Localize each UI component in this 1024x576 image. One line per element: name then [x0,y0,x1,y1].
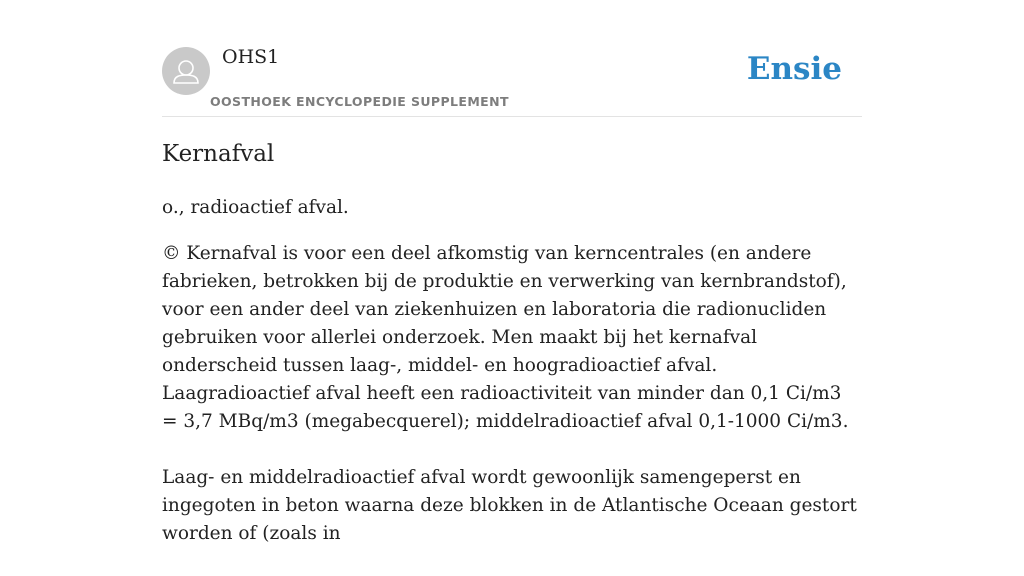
article-paragraph: © Kernafval is voor een deel afkomstig van kerncentrales (en andere fabrieken, betrokken bij de produktie en verwerking van kernbrandstof), voor een ander deel van ziekenhuizen en laboratoria die radionucliden gebruiken voor allerlei onderzoek. Men maakt bij het kernafval onderscheid tussen laag-, middel- en hoogradioactief afval. Laagradioactief afval heeft een radioactiviteit van minder dan 0,1 Ci/m3 = 3,7 MBq/m3 (megabecquerel); middelradioactief afval 0,1-1000 Ci/m3. [162,243,849,432]
ensie-logo[interactable]: Ensie [746,51,842,87]
author-avatar[interactable] [162,47,210,95]
article-body [162,240,862,576]
header [162,0,862,117]
article-definition: o., radioactief afval. [162,197,349,218]
page [162,0,862,544]
user-icon [162,47,210,95]
article-title: Kernafval [162,141,275,167]
author-name[interactable]: OHS1 [222,46,280,68]
article-paragraph: Laag- en middelradioactief afval wordt gewoonlijk samengeperst en ingegoten in beton waarna deze blokken in de Atlantische Oceaan gestort worden of (zoals in [162,467,857,544]
source-subtitle[interactable]: OOSTHOEK ENCYCLOPEDIE SUPPLEMENT [210,94,509,109]
